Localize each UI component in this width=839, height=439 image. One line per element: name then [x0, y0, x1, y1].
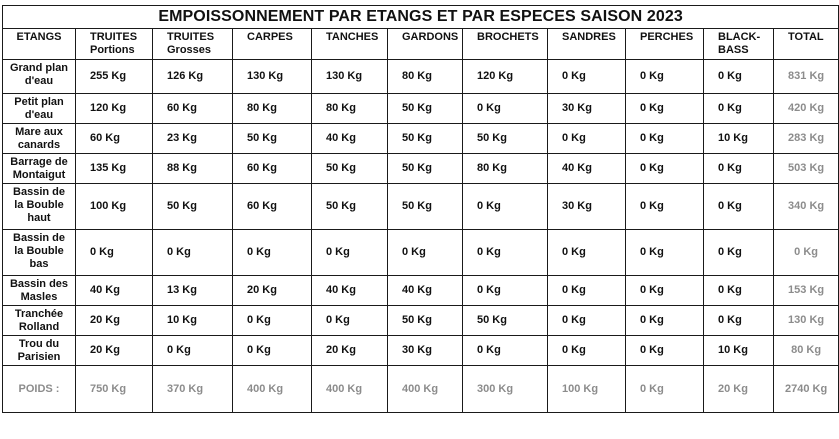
text-line: BLACK- — [718, 31, 761, 43]
column-header — [704, 29, 774, 60]
weight-cell: 370 Kg — [153, 366, 233, 413]
pond-name — [3, 184, 76, 230]
table-cell: 100 Kg — [76, 184, 153, 230]
weight-cell: 750 Kg — [76, 366, 153, 413]
table-cell: 0 Kg — [548, 60, 626, 94]
document-sheet — [2, 5, 828, 413]
table-row — [3, 184, 839, 230]
pond-name — [3, 60, 76, 94]
text-line: BROCHETS — [477, 31, 539, 43]
table-cell: 0 Kg — [704, 306, 774, 336]
table-cell: 60 Kg — [233, 184, 312, 230]
table-cell: 50 Kg — [388, 124, 463, 154]
text-line: TRUITES — [167, 31, 215, 43]
text-line: Bassin des — [9, 278, 69, 290]
table-cell: 50 Kg — [312, 184, 388, 230]
table-cell: 50 Kg — [388, 306, 463, 336]
table-cell: 135 Kg — [76, 154, 153, 184]
table-cell: 0 Kg — [153, 336, 233, 366]
table-cell: 50 Kg — [312, 154, 388, 184]
pond-name — [3, 276, 76, 306]
table-cell: 40 Kg — [388, 276, 463, 306]
table-cell: 80 Kg — [312, 94, 388, 124]
weight-cell: 400 Kg — [312, 366, 388, 413]
weight-cell: 400 Kg — [233, 366, 312, 413]
table-cell: 0 Kg — [704, 60, 774, 94]
column-header — [312, 29, 388, 60]
table-cell: 30 Kg — [548, 94, 626, 124]
table-cell: 50 Kg — [388, 154, 463, 184]
table-row — [3, 124, 839, 154]
row-total: 80 Kg — [774, 336, 839, 366]
text-line: la Bouble — [14, 199, 64, 211]
table-cell: 0 Kg — [704, 184, 774, 230]
table-cell: 88 Kg — [153, 154, 233, 184]
table-cell: 0 Kg — [626, 276, 704, 306]
table-cell: 120 Kg — [76, 94, 153, 124]
table-cell: 0 Kg — [548, 124, 626, 154]
text-line: Portions — [90, 44, 135, 56]
text-line: TANCHES — [326, 31, 379, 43]
table-cell: 0 Kg — [233, 306, 312, 336]
title-row — [3, 6, 839, 29]
text-line: haut — [27, 212, 51, 224]
text-line: Tranchée — [14, 308, 64, 320]
table-cell: 80 Kg — [233, 94, 312, 124]
table-cell: 50 Kg — [153, 184, 233, 230]
table-cell: 0 Kg — [463, 336, 548, 366]
table-cell: 30 Kg — [548, 184, 626, 230]
table-cell: 60 Kg — [76, 124, 153, 154]
text-line: Mare aux — [15, 126, 63, 138]
text-line: d'eau — [24, 109, 54, 121]
table-cell: 23 Kg — [153, 124, 233, 154]
text-line: ETANGS — [16, 31, 62, 43]
pond-name — [3, 230, 76, 276]
row-total: 0 Kg — [774, 230, 839, 276]
table-cell: 0 Kg — [233, 230, 312, 276]
text-line: Parisien — [17, 351, 61, 363]
table-cell: 60 Kg — [153, 94, 233, 124]
table-cell: 0 Kg — [312, 230, 388, 276]
table-cell: 0 Kg — [626, 306, 704, 336]
table-cell: 130 Kg — [312, 60, 388, 94]
row-total: 340 Kg — [774, 184, 839, 230]
weight-cell: 0 Kg — [626, 366, 704, 413]
row-total: 503 Kg — [774, 154, 839, 184]
row-total: 831 Kg — [774, 60, 839, 94]
table-cell: 0 Kg — [626, 60, 704, 94]
text-line: Montaigut — [12, 169, 66, 181]
table-cell: 0 Kg — [704, 230, 774, 276]
table-cell: 0 Kg — [704, 94, 774, 124]
table-cell: 0 Kg — [463, 184, 548, 230]
weight-cell: 100 Kg — [548, 366, 626, 413]
text-line: GARDONS — [402, 31, 459, 43]
row-total: 283 Kg — [774, 124, 839, 154]
weight-cell: 300 Kg — [463, 366, 548, 413]
table-cell: 0 Kg — [626, 94, 704, 124]
table-cell: 0 Kg — [704, 154, 774, 184]
table-row — [3, 306, 839, 336]
table-cell: 0 Kg — [463, 276, 548, 306]
text-line: Trou du — [18, 338, 60, 350]
weights-label: POIDS : — [3, 366, 76, 413]
table-cell: 130 Kg — [233, 60, 312, 94]
table-cell: 80 Kg — [463, 154, 548, 184]
weight-cell: 20 Kg — [704, 366, 774, 413]
table-row — [3, 94, 839, 124]
text-line: CARPES — [247, 31, 293, 43]
table-cell: 30 Kg — [388, 336, 463, 366]
column-header — [3, 29, 76, 60]
text-line: Bassin de — [13, 232, 65, 244]
table-cell: 0 Kg — [548, 230, 626, 276]
table-cell: 80 Kg — [388, 60, 463, 94]
table-cell: 40 Kg — [312, 124, 388, 154]
table-cell: 40 Kg — [548, 154, 626, 184]
table-cell: 120 Kg — [463, 60, 548, 94]
stocking-table — [2, 5, 839, 413]
text-line: Bassin de — [13, 186, 65, 198]
column-header — [153, 29, 233, 60]
table-row — [3, 276, 839, 306]
table-cell: 20 Kg — [312, 336, 388, 366]
pond-name — [3, 124, 76, 154]
table-cell: 0 Kg — [388, 230, 463, 276]
pond-name — [3, 154, 76, 184]
table-cell: 10 Kg — [704, 336, 774, 366]
pond-name — [3, 94, 76, 124]
text-line: Petit plan — [14, 96, 64, 108]
text-line: PERCHES — [640, 31, 694, 43]
table-cell: 20 Kg — [76, 336, 153, 366]
text-line: canards — [17, 139, 61, 151]
row-total: 130 Kg — [774, 306, 839, 336]
table-cell: 50 Kg — [388, 94, 463, 124]
text-line: SANDRES — [562, 31, 616, 43]
weight-cell: 400 Kg — [388, 366, 463, 413]
text-line: Grosses — [167, 44, 212, 56]
table-row — [3, 60, 839, 94]
text-line: TRUITES — [90, 31, 138, 43]
weights-row — [3, 366, 839, 413]
table-cell: 50 Kg — [463, 306, 548, 336]
row-total: 153 Kg — [774, 276, 839, 306]
table-cell: 0 Kg — [463, 230, 548, 276]
text-line: Masles — [20, 291, 58, 303]
table-cell: 0 Kg — [548, 306, 626, 336]
table-cell: 0 Kg — [312, 306, 388, 336]
text-line: d'eau — [24, 75, 54, 87]
pond-name — [3, 306, 76, 336]
table-cell: 0 Kg — [463, 94, 548, 124]
row-total: 420 Kg — [774, 94, 839, 124]
table-cell: 40 Kg — [76, 276, 153, 306]
table-cell: 0 Kg — [626, 124, 704, 154]
text-line: TOTAL — [788, 31, 824, 43]
table-cell: 255 Kg — [76, 60, 153, 94]
table-row — [3, 230, 839, 276]
table-cell: 40 Kg — [312, 276, 388, 306]
header-row — [3, 29, 839, 60]
text-line: Rolland — [18, 321, 60, 333]
text-line: Grand plan — [9, 62, 69, 74]
table-cell: 20 Kg — [76, 306, 153, 336]
table-row — [3, 154, 839, 184]
table-cell: 10 Kg — [153, 306, 233, 336]
table-cell: 0 Kg — [153, 230, 233, 276]
table-cell: 0 Kg — [76, 230, 153, 276]
table-cell: 10 Kg — [704, 124, 774, 154]
table-cell: 50 Kg — [233, 124, 312, 154]
column-header — [76, 29, 153, 60]
table-cell: 0 Kg — [548, 276, 626, 306]
table-cell: 50 Kg — [388, 184, 463, 230]
pond-name — [3, 336, 76, 366]
table-cell: 0 Kg — [626, 154, 704, 184]
grand-total: 2740 Kg — [774, 366, 839, 413]
table-cell: 0 Kg — [626, 336, 704, 366]
column-header — [388, 29, 463, 60]
table-cell: 0 Kg — [548, 336, 626, 366]
column-header — [548, 29, 626, 60]
document-title: EMPOISSONNEMENT PAR ETANGS ET PAR ESPECES SAISON 2023 — [3, 6, 839, 29]
table-cell: 60 Kg — [233, 154, 312, 184]
column-header — [463, 29, 548, 60]
column-header — [774, 29, 839, 60]
table-cell: 50 Kg — [463, 124, 548, 154]
column-header — [626, 29, 704, 60]
table-cell: 126 Kg — [153, 60, 233, 94]
table-cell: 0 Kg — [626, 184, 704, 230]
table-cell: 0 Kg — [626, 230, 704, 276]
text-line: Barrage de — [10, 156, 68, 168]
text-line: bas — [29, 258, 49, 270]
table-cell: 0 Kg — [704, 276, 774, 306]
column-header — [233, 29, 312, 60]
table-cell: 13 Kg — [153, 276, 233, 306]
text-line: la Bouble — [14, 245, 64, 257]
table-cell: 0 Kg — [233, 336, 312, 366]
table-row — [3, 336, 839, 366]
table-cell: 20 Kg — [233, 276, 312, 306]
text-line: BASS — [718, 44, 749, 56]
